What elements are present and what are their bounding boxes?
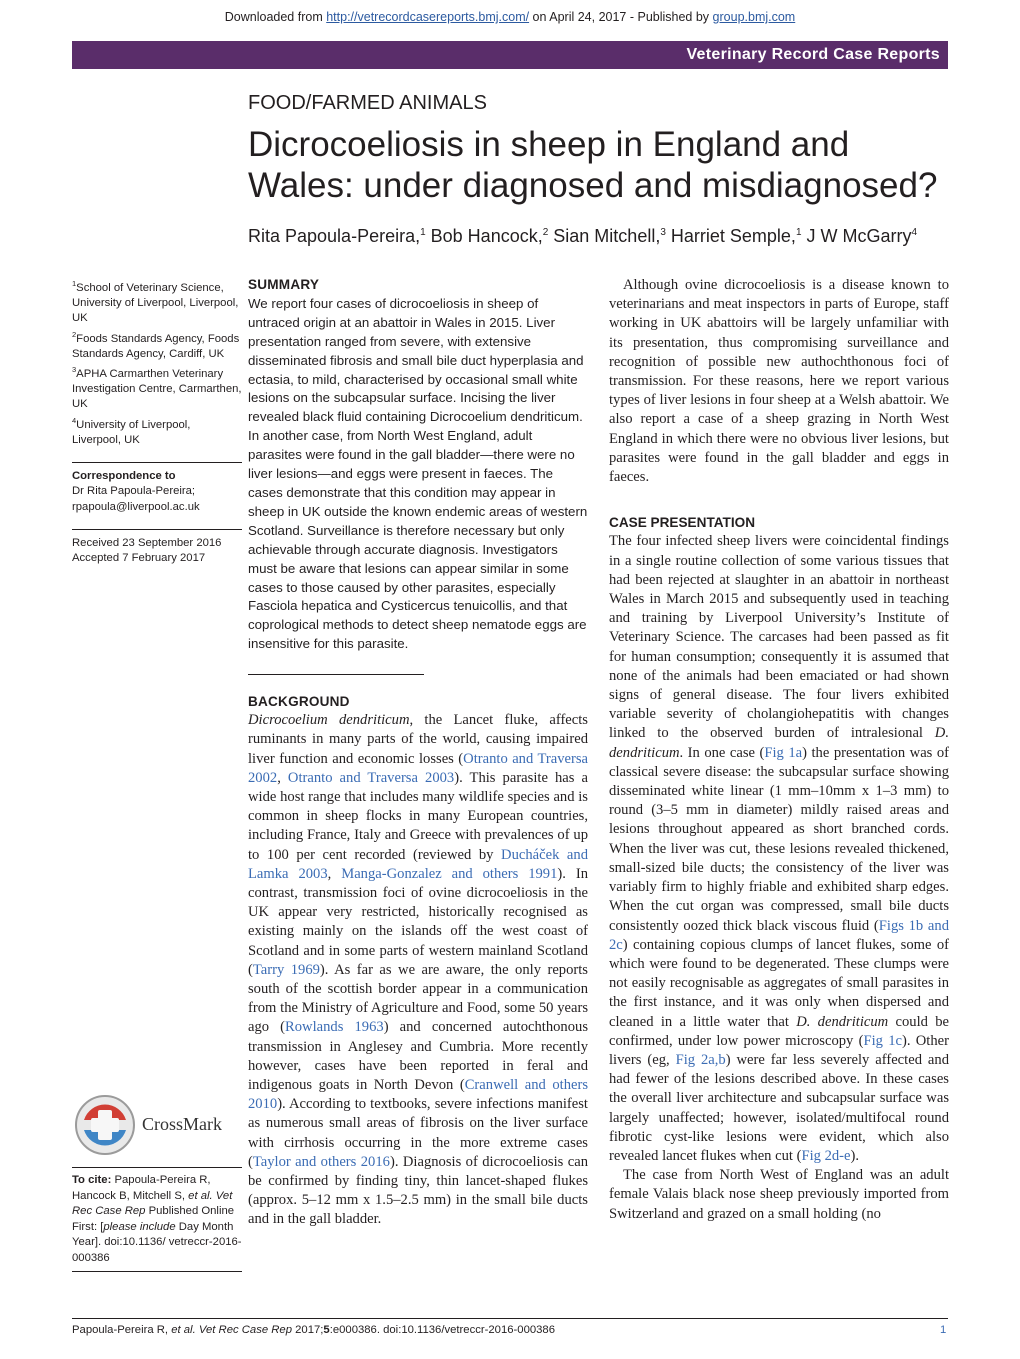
text-run: ) were far less severely affected and had fewer of the lesions described above. In these cases the overall liver architecture and subcapsular surface was largely unaffected; however, isolated/multifocal round fibrotic cyst-like lesions were evident, which also revealed lancet flukes when cut ( xyxy=(609,1051,949,1164)
divider xyxy=(72,462,242,463)
author-affil: 1 xyxy=(795,227,802,238)
author-affil: 2 xyxy=(542,227,549,238)
footer-citation xyxy=(72,1324,555,1336)
affiliation xyxy=(72,413,242,448)
download-mid: on April 24, 2017 - Published by xyxy=(529,10,713,24)
reference-link[interactable]: Manga-Gonzalez and others 1991 xyxy=(341,865,558,882)
species-name: Dicrocoelium dendriticum xyxy=(248,712,410,729)
divider xyxy=(72,1271,242,1272)
reference-link[interactable]: Otranto and Traversa 2002 xyxy=(248,750,588,786)
text-run: ) and concerned autochthonous transmission in Anglesey and Cumbria. More recently however, cases have been reported in feral and indigenous goats in North Devon ( xyxy=(248,1019,588,1094)
affiliation xyxy=(72,276,242,327)
reference-link[interactable]: Ducháček and Lamka 2003 xyxy=(248,846,588,882)
author-affil: 3 xyxy=(660,227,666,238)
footer-volume: 5 xyxy=(323,1324,330,1336)
figure-link[interactable]: Fig 1a xyxy=(764,744,803,761)
background-heading: BACKGROUND xyxy=(248,694,350,709)
reference-link[interactable]: Taylor and others 2016 xyxy=(252,1153,390,1170)
article-title: Dicrocoeliosis in sheep in England and Wales: under diagnosed and misdiagnosed? xyxy=(248,125,938,205)
footer-doi: :e000386. doi:10.1136/vetreccr-2016-000386 xyxy=(329,1324,555,1336)
author-affil: 4 xyxy=(911,227,918,238)
figure-link[interactable]: Fig 1c xyxy=(863,1032,902,1049)
reference-link[interactable]: Tarry 1969 xyxy=(252,961,320,978)
page-number: 1 xyxy=(940,1324,947,1336)
background-section xyxy=(248,692,588,1230)
affiliation xyxy=(72,362,242,413)
case-heading: CASE PRESENTATION xyxy=(609,515,756,531)
summary-section xyxy=(248,276,588,675)
accepted-date: Accepted 7 February 2017 xyxy=(72,552,206,565)
divider xyxy=(72,529,242,530)
footer-journal: Vet Rec Case Rep xyxy=(195,1324,292,1336)
crossmark-icon xyxy=(74,1094,136,1156)
text-run: ). As far as we are aware, the only reports south of the scottish border appear in a communication from the Ministry of Agriculture and Food, some 50 years ago ( xyxy=(248,961,588,1036)
citation-label: To cite: xyxy=(72,1174,112,1186)
affiliation-text: University of Liverpool, Liverpool, UK xyxy=(72,418,191,446)
footer-etal: et al. xyxy=(171,1324,196,1336)
affiliation-text: Foods Standards Agency, Foods Standards Agency, Cardiff, UK xyxy=(72,332,240,360)
author-name: Bob Hancock, xyxy=(425,226,543,246)
background-paragraph xyxy=(248,711,588,1229)
right-column xyxy=(609,276,949,1224)
text-run: ) containing copious clumps of lancet flukes, some of which were found to be degenerated. These clumps were not easily recognisable as aggregates of small parasites in the first instance, and it was only when dispersed and cleaned in a little water that xyxy=(609,936,949,1030)
text-run: , xyxy=(277,769,288,786)
species-name: D. dendriticum xyxy=(796,1013,889,1030)
text-run: could be confirmed, under low power microscopy ( xyxy=(609,1013,949,1049)
citation-please: please include xyxy=(103,1220,176,1233)
reference-link[interactable]: Cranwell and others 2010 xyxy=(248,1077,589,1113)
affiliation-num: 1 xyxy=(72,279,77,288)
citation-doi: Day Month Year]. doi:10.1136/ vetreccr-2016-000386 xyxy=(72,1220,242,1264)
correspondence-email[interactable]: rpapoula@liverpool.ac.uk xyxy=(72,500,200,513)
footer-divider xyxy=(72,1318,948,1319)
species-name: D. dendriticum xyxy=(609,725,949,761)
crossmark-label: CrossMark xyxy=(142,1114,222,1134)
case-paragraph-2: The case from North West of England was an adult female Valais black nose sheep previously imported from Switzerland and grazed on a small holding (no xyxy=(609,1167,949,1222)
figure-link[interactable]: Fig 2a,b xyxy=(675,1051,726,1068)
citation-box xyxy=(72,1167,242,1272)
correspondence-label: Correspondence to xyxy=(72,470,176,483)
summary-text: We report four cases of dicrocoeliosis in sheep of untraced origin at an abattoir in Wales in 2015. Liver presentation ranged from severe, with extensive disseminated fibrosis and small bile duct hyperplasia and ectasia, to mild, characterised by occasional small white lesions on the subcapsular surface. Incising the liver revealed black fluid containing Dicrocoelium dendriticum. In another case, from North West England, adult parasites were found in the gall bladder—there were no liver lesions—and eggs were present in faeces. The cases demonstrate that this condition may appear in sheep in UK outside the known endemic areas of western Scotland. Surveillance is therefore necessary but only achievable through accurate diagnosis. Investigators must be aware that lesions can appear similar in some cases to those caused by other parasites, especially Fasciola hepatica and Cysticercus tenuicollis, and that coprological methods to detect sheep nematode eggs are insensitive for this parasite. xyxy=(248,295,588,652)
text-run: ). Other livers (eg, xyxy=(609,1032,950,1068)
affiliation-text: School of Veterinary Science, University of Liverpool, Liverpool, UK xyxy=(72,281,239,325)
author-affil: 1 xyxy=(420,227,426,238)
author-name: Sian Mitchell, xyxy=(548,226,661,246)
received-date: Received 23 September 2016 xyxy=(72,536,222,549)
text-run: . In one case ( xyxy=(679,744,765,761)
citation-text: Published Online First: [ xyxy=(72,1205,235,1233)
journal-banner xyxy=(72,41,948,69)
correspondence-name: Dr Rita Papoula-Pereira; xyxy=(72,485,196,498)
divider xyxy=(72,1167,242,1168)
text-run: ). This parasite has a wide host range that includes many wildlife species and is common in sheep flocks in many European countries, including France, Italy and Greece with prevalences of up to 100 per cent recorded (reviewed by xyxy=(248,769,588,863)
sidebar xyxy=(72,276,242,567)
divider xyxy=(248,674,424,675)
text-run: , xyxy=(327,865,342,882)
text-run: , the Lancet fluke, affects ruminants in many parts of the world, causing impaired liver function and economic losses ( xyxy=(248,712,588,767)
author-name: Rita Papoula-Pereira, xyxy=(248,226,421,246)
reference-link[interactable]: Rowlands 1963 xyxy=(285,1019,384,1036)
citation-text: Papoula-Pereira R, Hancock B, Mitchell S, xyxy=(72,1174,211,1202)
download-prefix: Downloaded from xyxy=(224,10,327,24)
summary-heading: SUMMARY xyxy=(248,277,320,292)
reference-link[interactable]: Otranto and Traversa 2003 xyxy=(287,769,455,786)
download-notice xyxy=(0,10,1020,24)
author-name: J W McGarry xyxy=(801,226,912,246)
text-run: ). In contrast, transmission foci of ovine dicrocoeliosis in the UK appear very restricted, historically recognised as existing mainly on the islands off the west coast of Scotland and in some parts of western mainland Scotland ( xyxy=(248,865,588,978)
text-run: ) the presentation was of classical severe disease: the subcapsular surface showing disseminated white linear (1 mm–10mm x 1–3 mm) to round (3–5 mm in diameter) mildly raised areas and lesions throughout appeared as short branched cords. When the liver was cut, these lesions revealed thickened, small-sized bile ducts; the consistency of the liver was variably firm to highly friable and exhibited sharp edges. When the cut organ was compressed, small bile ducts consistently oozed thick black viscous fluid ( xyxy=(609,744,950,934)
author-name: Harriet Semple, xyxy=(665,226,796,246)
footer-year: 2017; xyxy=(292,1324,324,1336)
citation-etal: et al. xyxy=(188,1189,213,1202)
affiliation-num: 3 xyxy=(72,365,77,375)
article-section: FOOD/FARMED ANIMALS xyxy=(248,92,487,114)
author-list xyxy=(248,226,917,247)
figure-link[interactable]: Figs 1b and 2c xyxy=(609,917,949,953)
publisher-link[interactable]: group.bmj.com xyxy=(712,10,796,24)
footer-authors: Papoula-Pereira R, xyxy=(72,1324,172,1336)
text-run: ). xyxy=(850,1147,860,1164)
affiliation-num: 2 xyxy=(72,329,77,339)
affiliation-text: APHA Carmarthen Veterinary Investigation Centre, Carmarthen, UK xyxy=(72,367,242,411)
crossmark-badge[interactable] xyxy=(74,1094,234,1156)
text-run: The four infected sheep livers were coincidental findings in a single routine collection of some various tissues that had been rejected at slaughter in an abattoir in northeast Wales in March 2015 and subsequently used in teaching and training by Liverpool University’s Institute of Veterinary Science. The carcases had been passed as fit for human consumption; consequently it is assumed that none of the animals had been emaciated or had shown signs of general disease. The four livers exhibited variable severity of cholangiohepatitis with changes linked to the observed burden of intralesional xyxy=(609,533,949,742)
text-run: ). According to textbooks, severe infections manifest as numerous small areas of fibrosis on the liver surface with cirrhosis occurring in the more extreme cases ( xyxy=(248,1096,588,1170)
affiliation xyxy=(72,327,242,362)
intro-paragraph: Although ovine dicrocoeliosis is a disease known to veterinarians and meat inspectors in parts of Europe, staff working in UK abattoirs will be largely unfamiliar with its presentation, thus compromising surveillance and recognition of possible new authochthonous foci of transmission. For these reasons, here we report various types of liver lesions in four sheep at a Welsh abattoir. We also report a case of a sheep grazing in North West England in which there were no obvious liver lesions, but parasites were found in the gall bladder and eggs in faeces. xyxy=(609,277,949,486)
journal-name: Veterinary Record Case Reports xyxy=(686,46,940,63)
citation-journal: Vet Rec Case Rep xyxy=(72,1189,233,1217)
download-url-link[interactable]: http://vetrecordcasereports.bmj.com/ xyxy=(326,10,530,24)
text-run: ). Diagnosis of dicrocoeliosis can be confirmed by finding tiny, thin lancet-shaped flukes (approx. 5–12 mm x 1.5–2.5 mm) in the small bile ducts and in the gall bladder. xyxy=(248,1153,588,1228)
affiliation-num: 4 xyxy=(72,415,77,425)
figure-link[interactable]: Fig 2d-e xyxy=(801,1147,851,1164)
case-paragraph xyxy=(609,532,949,1166)
